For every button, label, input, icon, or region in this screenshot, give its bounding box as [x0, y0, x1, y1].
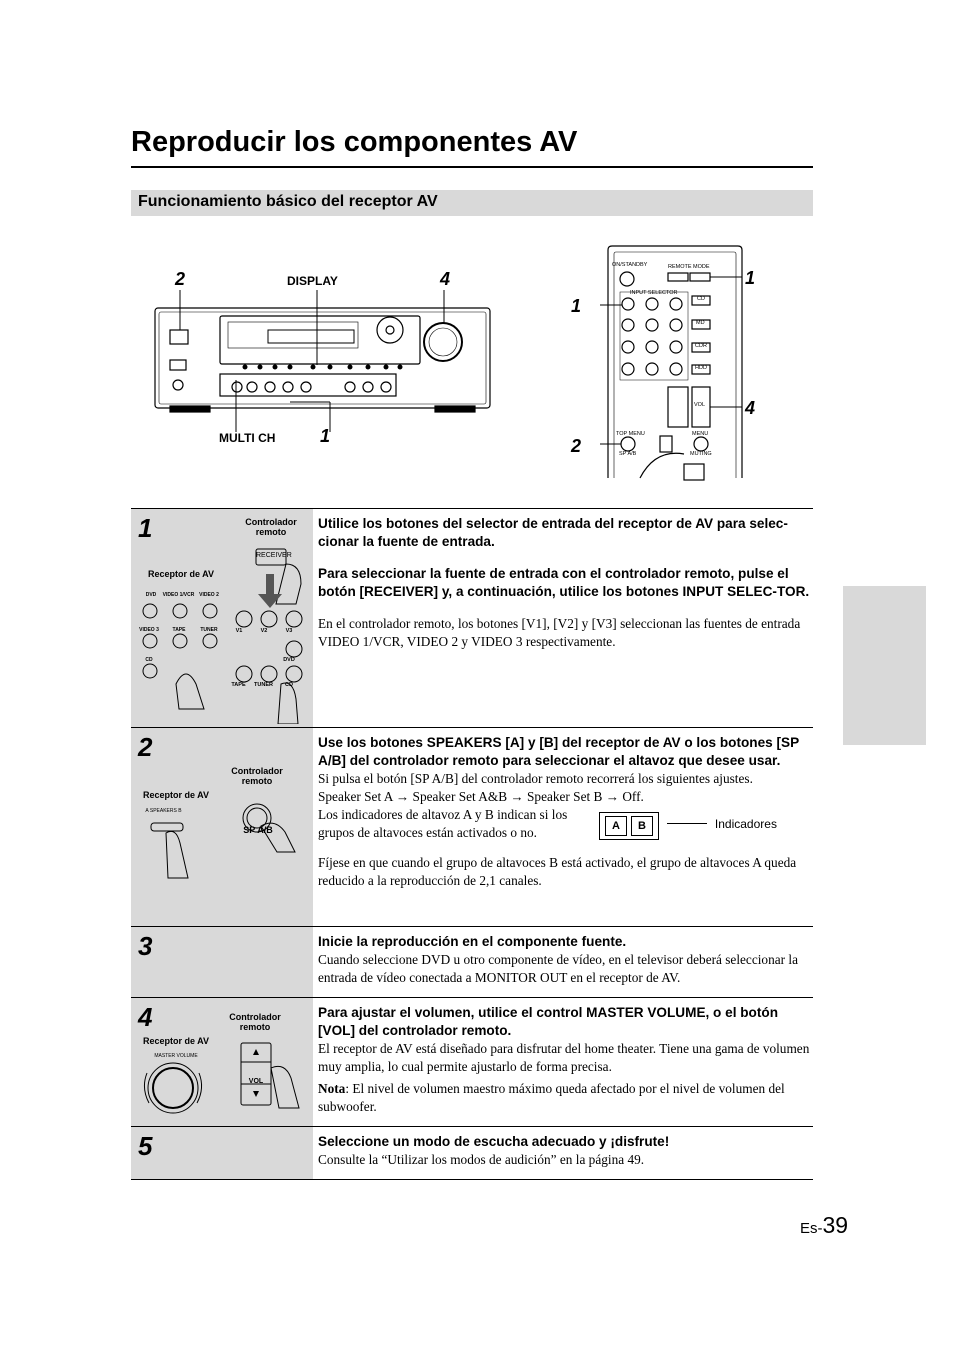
callout-1: 1 [320, 426, 331, 446]
step-2-text [313, 728, 813, 926]
step-1-text [313, 509, 813, 727]
remote-cdr-label: CDR [695, 343, 707, 349]
tuner-btn-label: TUNER [200, 627, 218, 633]
remote-callout-4: 4 [745, 398, 756, 418]
tuner-key-label: TUNER [254, 682, 273, 688]
v2-key-label: V2 [260, 628, 268, 634]
step-4-volume-illustration [141, 1038, 311, 1128]
title-rule [131, 166, 813, 168]
remote-vol-label: VOL [694, 402, 706, 408]
step-1-body: En el controlador remoto, los botones [V1], [V2] y [V3] seleccionan las fuentes de entrada VIDEO 1/VCR, VIDEO 2 y VIDEO 3 respectivamente. [318, 616, 801, 649]
remote-sp-ab-label: SP A/B [619, 451, 637, 457]
remote-hdd-label: HDD [695, 365, 707, 371]
step-2 [131, 727, 813, 926]
remote-top-menu-label: TOP MENU [616, 431, 645, 437]
remote-callout-1b: 1 [745, 268, 756, 288]
step-3-heading: Inicie la reproducción en el componente fuente. [318, 934, 627, 949]
step-3 [131, 926, 813, 997]
receiver-label: Receptor de AV [142, 790, 209, 800]
receiver-label: Receptor de AV [142, 1036, 209, 1046]
multich-label: MULTI CH [219, 431, 276, 445]
v1-key-label: V1 [235, 628, 243, 634]
remote-muting-label: MUTING [690, 451, 712, 457]
indicator-label: Indicadores [714, 817, 777, 831]
section-title: Funcionamiento básico del receptor AV [138, 193, 438, 210]
step-2-figure [131, 728, 313, 926]
step-4-heading: Para ajustar el volumen, utilice el control MASTER VOLUME, o el botón [VOL] del controlador remoto. [318, 1005, 778, 1038]
note-label: Nota [318, 1081, 346, 1096]
step-2-body-1: Si pulsa el botón [SP A/B] del controlador remoto recorrerá los siguientes ajustes. [318, 771, 753, 786]
step-5-body: Consulte la “Utilizar los modos de audición” en la página 49. [318, 1152, 645, 1167]
step-4-note [318, 1080, 813, 1116]
note-body: : El nivel de volumen maestro máximo queda afectado por el nivel de volumen del subwoofer. [318, 1081, 785, 1114]
step-number: 3 [138, 931, 153, 961]
remote-standby-label: ON/STANDBY [612, 262, 648, 268]
remote-callout-2: 2 [571, 436, 582, 456]
step-5 [131, 1126, 813, 1180]
remote-callout-1a: 1 [571, 296, 582, 316]
receiver-label: Receptor de AV [147, 569, 214, 579]
step-2-body-4: Fíjese en que cuando el grupo de altavoces B está activado, el grupo de altavoces A queda reducido a la reproducción de 2,1 canales. [318, 855, 797, 888]
step-number: 2 [138, 732, 153, 762]
step-3-figure [131, 927, 313, 997]
step-5-figure [131, 1127, 313, 1179]
remote-cd-label: CD [697, 296, 705, 302]
remote-input-selector-label: INPUT SELECTOR [630, 290, 678, 296]
step-number: 1 [138, 513, 153, 543]
remote-mode-label: REMOTE MODE [668, 264, 710, 270]
page-prefix: Es- [800, 1220, 823, 1237]
remote-label: Controlador remoto [229, 1012, 281, 1032]
step-1-buttons-illustration [136, 544, 311, 724]
remote-label: Controlador remoto [245, 517, 297, 537]
sp-ab-label: SP A/B [243, 825, 273, 835]
master-volume-label: MASTER VOLUME [154, 1053, 198, 1059]
video1-btn-label: VIDEO 1/VCR [162, 592, 195, 598]
tape-key-label: TAPE [231, 682, 246, 688]
indicator-leader-line [667, 823, 707, 824]
page-number-value: 39 [822, 1212, 849, 1238]
step-2-heading: Use los botones SPEAKERS [A] y [B] del receptor de AV o los botones [SP A/B] del controlador remoto para seleccionar el altavoz que desee usar. [318, 735, 799, 768]
step-4 [131, 997, 813, 1126]
tape-btn-label: TAPE [172, 627, 186, 633]
step-1-heading-2: Para seleccionar la fuente de entrada con el controlador remoto, pulse el botón [RECEIVER] y, a continuación, utilice los botones INPUT SELEC-TOR. [318, 566, 810, 599]
step-1-heading-1: Utilice los botones del selector de entrada del receptor de AV para selec-cionar la fuente de entrada. [318, 516, 788, 549]
step-2-body-3: Los indicadores de altavoz A y B indican si los grupos de altavoces están activados o no. [318, 807, 568, 840]
dvd-btn-label: DVD [145, 592, 157, 598]
remote-label: Controlador remoto [231, 766, 283, 786]
video3-btn-label: VIDEO 3 [139, 627, 159, 633]
callout-2: 2 [175, 269, 186, 289]
display-label: DISPLAY [287, 274, 338, 288]
step-3-body: Cuando seleccione DVD u otro componente de vídeo, en el televisor deberá seleccionar la entrada de vídeo conectada a MONITOR OUT en el receptor de AV. [318, 952, 798, 985]
callout-4: 4 [440, 269, 451, 289]
video2-btn-label: VIDEO 2 [199, 592, 219, 598]
step-5-heading: Seleccione un modo de escucha adecuado y ¡disfrute! [318, 1134, 670, 1149]
cd-btn-label: CD [145, 657, 153, 663]
remote-md-label: MD [696, 320, 705, 326]
steps-table [131, 508, 813, 1180]
receiver-button-label: RECEIVER [256, 552, 292, 559]
speakers-label: A SPEAKERS B [145, 808, 182, 814]
step-number: 4 [138, 1002, 153, 1032]
remote-menu-label: MENU [692, 431, 709, 437]
dvd-key-label: DVD [283, 657, 295, 663]
side-tab [843, 586, 926, 745]
step-1 [131, 508, 813, 727]
vol-label: VOL [248, 1078, 264, 1085]
indicator-b: B [631, 816, 653, 836]
speaker-indicator-box [599, 812, 659, 840]
v3-key-label: V3 [285, 628, 293, 634]
step-number: 5 [138, 1131, 153, 1161]
step-1-figure [131, 509, 313, 727]
step-2-body-2: Speaker Set A → Speaker Set A&B → Speaker Set B → Off. [318, 789, 644, 804]
step-5-text [313, 1127, 813, 1179]
step-3-text [313, 927, 813, 997]
remote-control-figure [600, 244, 750, 484]
step-2-buttons-illustration [141, 788, 311, 908]
step-4-figure [131, 998, 313, 1126]
page-title: Reproducir los componentes AV [131, 126, 578, 158]
page-number [800, 1212, 848, 1239]
cd-key-label: CD [285, 682, 293, 688]
indicator-a: A [605, 816, 627, 836]
step-4-body: El receptor de AV está diseñado para disfrutar del home theater. Tiene una gama de volumen muy amplia, lo cual permite ajustarlo de forma precisa. [318, 1041, 810, 1074]
step-4-text [313, 998, 813, 1126]
